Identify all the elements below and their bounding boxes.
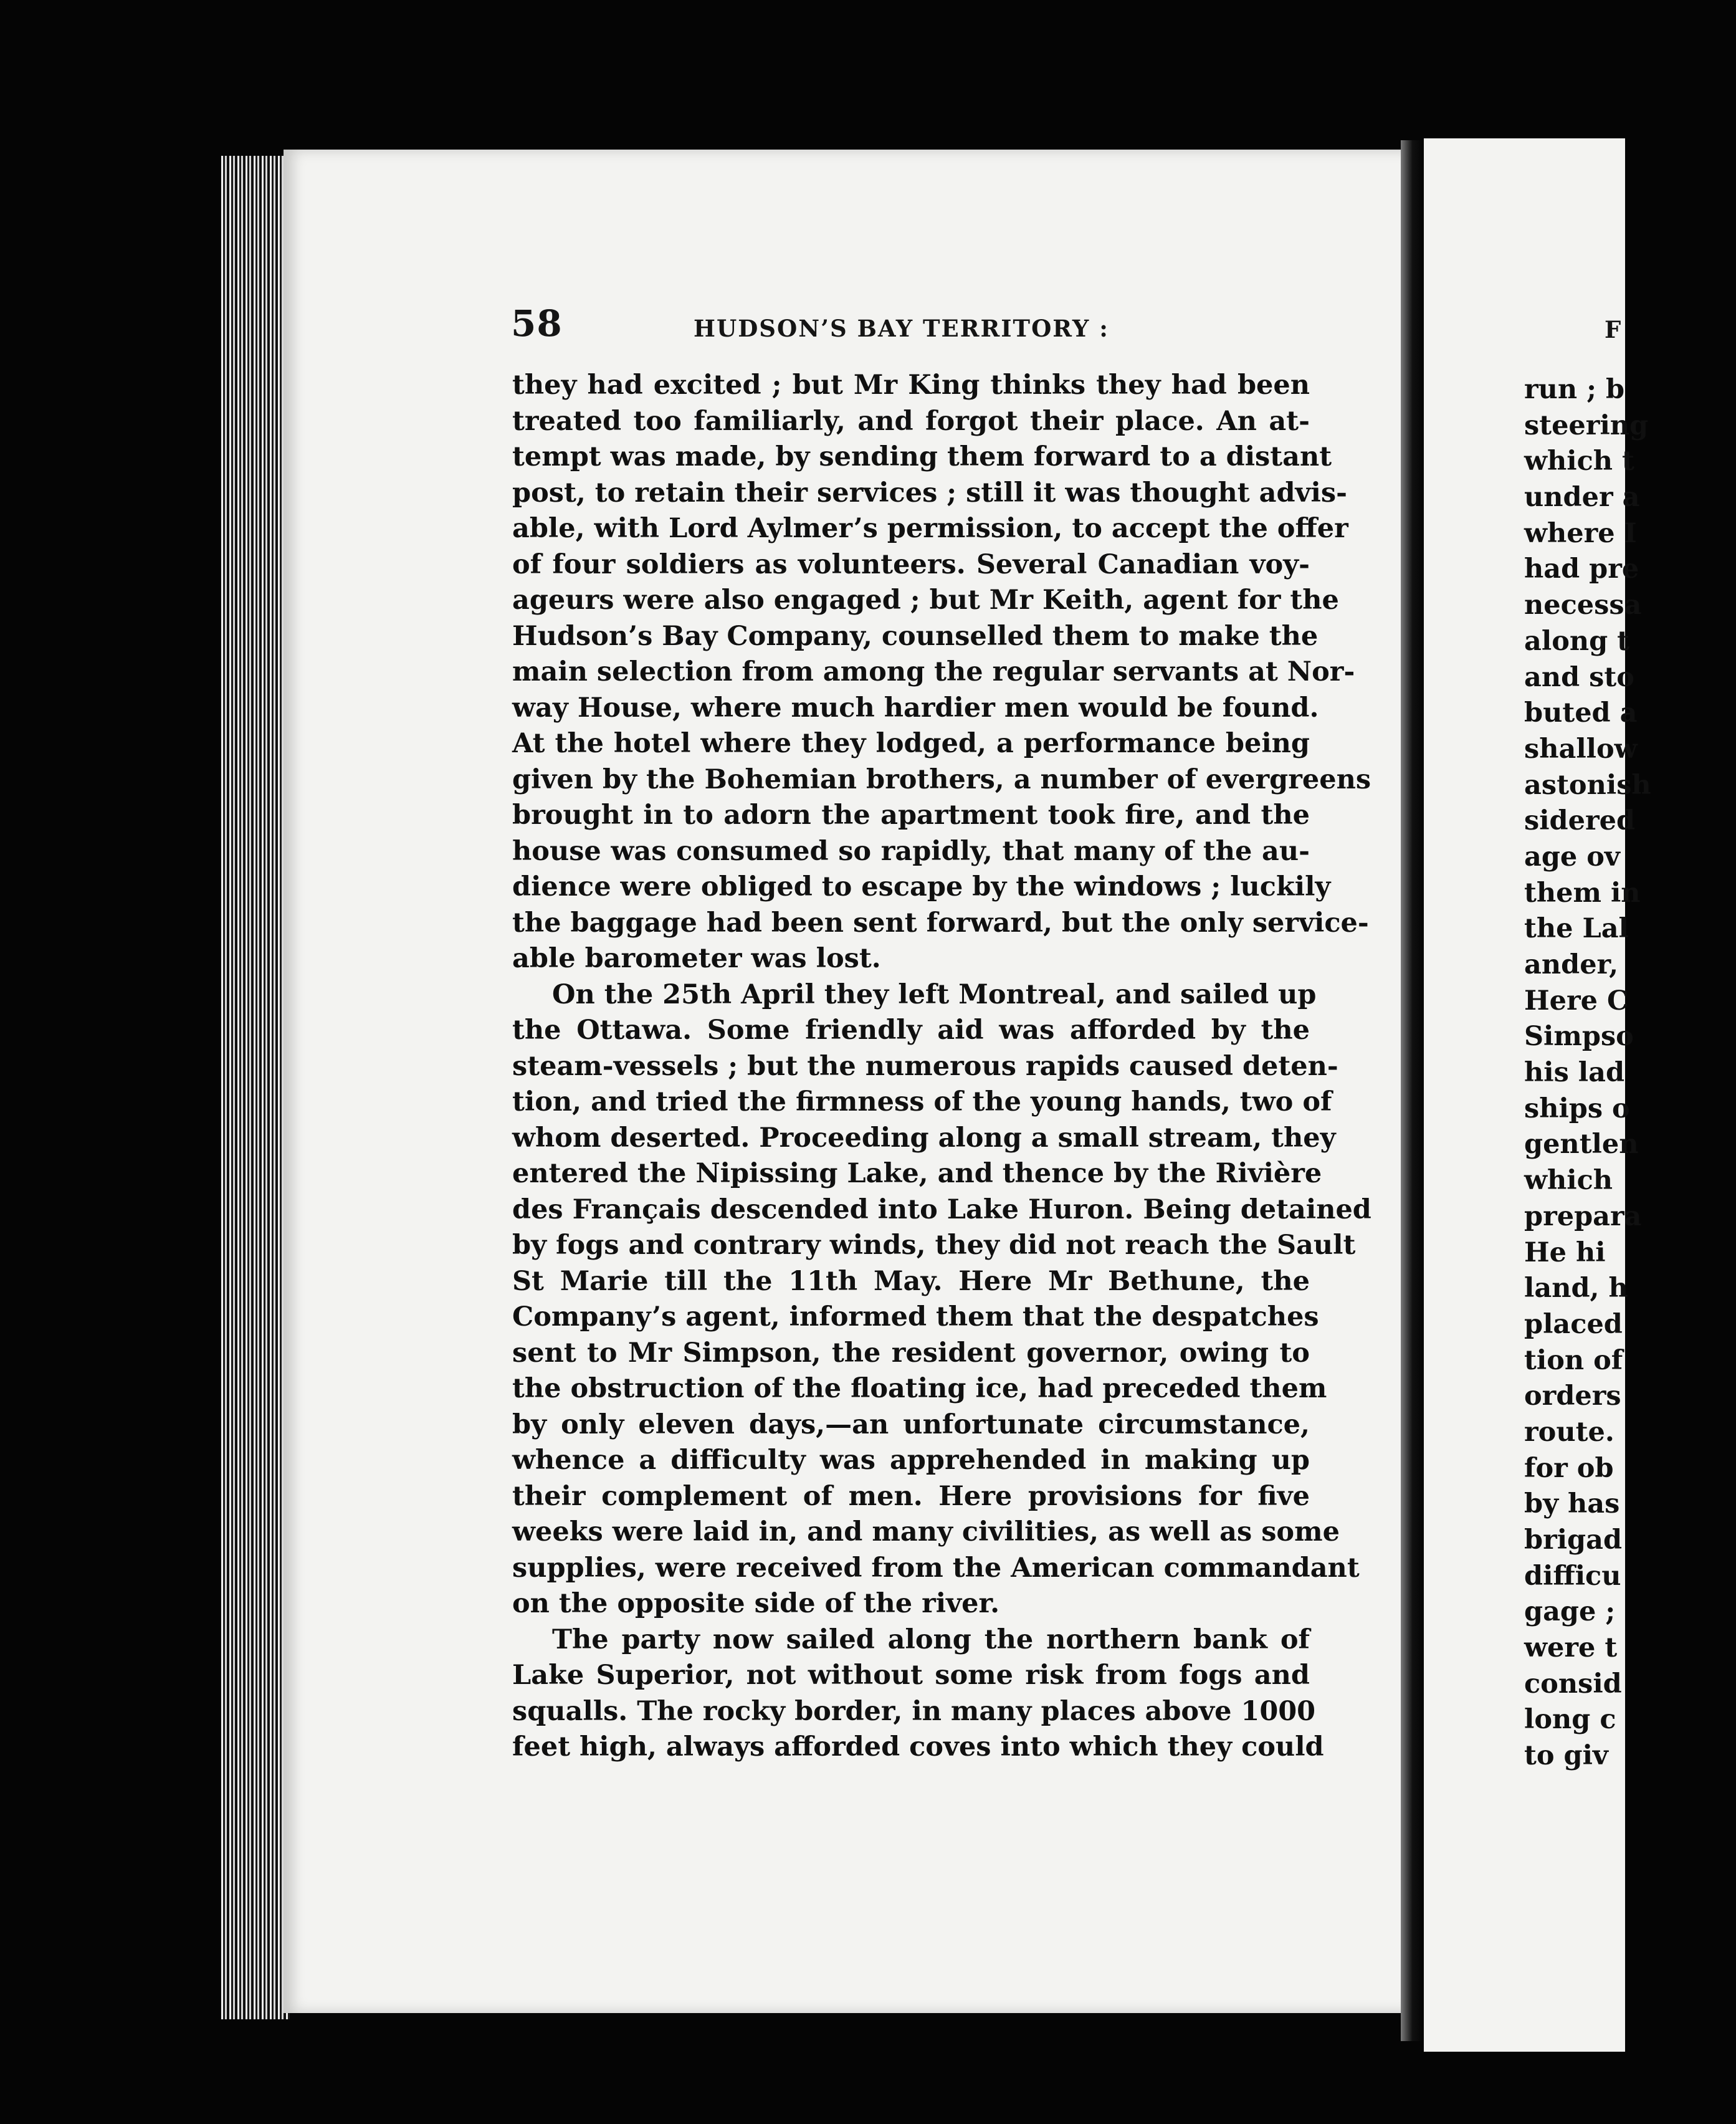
book-gutter <box>1401 140 1427 2041</box>
text-line: dience were obliged to escape by the windows ; luckily <box>512 871 1331 902</box>
text-line: run ; b <box>1524 374 1625 405</box>
text-line: orders <box>1524 1380 1621 1412</box>
text-line: them in <box>1524 877 1641 909</box>
text-line: Lake Superior, not without some risk from fogs and <box>512 1660 1310 1691</box>
page-header <box>511 302 1309 352</box>
text-line: gentlen <box>1524 1129 1639 1160</box>
text-line: his lad <box>1524 1057 1625 1089</box>
text-line: sidered <box>1524 805 1636 837</box>
text-line: astonish <box>1524 769 1651 801</box>
text-line: shallow <box>1524 733 1638 765</box>
text-line: were t <box>1524 1632 1618 1664</box>
text-line: tion of <box>1524 1344 1623 1376</box>
text-line: placed <box>1524 1308 1623 1340</box>
text-line: entered the Nipissing Lake, and thence by the Rivière <box>512 1158 1322 1189</box>
text-line: given by the Bohemian brothers, a number of evergreens <box>512 763 1371 795</box>
text-line: to giv <box>1524 1740 1608 1772</box>
text-line: for ob <box>1524 1452 1614 1484</box>
text-line: route. <box>1524 1416 1614 1448</box>
text-line: they had excited ; but Mr King thinks they had been <box>512 370 1310 401</box>
text-line: difficu <box>1524 1560 1621 1592</box>
text-line: brigad <box>1524 1524 1623 1556</box>
text-line: tempt was made, by sending them forward to a distant <box>512 441 1332 472</box>
text-line: feet high, always afforded coves into which they could <box>512 1731 1324 1763</box>
text-line: by has <box>1524 1488 1620 1520</box>
text-line: along t <box>1524 625 1630 657</box>
text-line: which t <box>1524 446 1634 477</box>
text-line: on the opposite side of the river. <box>512 1588 1000 1619</box>
text-line: sent to Mr Simpson, the resident governor, owing to <box>512 1337 1310 1369</box>
text-line: supplies, were received from the American commandant <box>512 1552 1360 1584</box>
text-line: long c <box>1524 1704 1616 1736</box>
text-line: ageurs were also engaged ; but Mr Keith, agent for the <box>512 585 1339 616</box>
text-line: prepara <box>1524 1200 1642 1232</box>
text-line: which <box>1524 1165 1613 1197</box>
text-line: the Ottawa. Some friendly aid was afforded by the <box>512 1015 1310 1046</box>
text-line: On the 25th April they left Montreal, and sailed up <box>552 978 1317 1010</box>
text-line: weeks were laid in, and many civilities, as well as some <box>512 1516 1340 1548</box>
text-line: necessa <box>1524 590 1642 621</box>
text-line: St Marie till the 11th May. Here Mr Bethune, the <box>512 1265 1310 1297</box>
text-line: able, with Lord Aylmer’s permission, to accept the offer <box>512 513 1348 544</box>
text-line: had pre <box>1524 553 1639 585</box>
text-line: Simpso <box>1524 1021 1634 1053</box>
text-line: land, h <box>1524 1273 1628 1304</box>
right-page <box>1424 138 1651 2052</box>
text-line: whence a difficulty was apprehended in making up <box>512 1445 1310 1476</box>
left-page-text <box>512 368 1371 1766</box>
text-line: He hi <box>1524 1237 1606 1268</box>
text-line: of four soldiers as volunteers. Several Canadian voy- <box>512 548 1310 580</box>
text-line: consid <box>1524 1668 1622 1700</box>
text-line: treated too familiarly, and forgot their place. An at- <box>512 405 1310 437</box>
page-number: 58 <box>511 302 563 345</box>
text-line: under a <box>1524 482 1640 514</box>
text-line: The party now sailed along the northern bank of <box>552 1624 1310 1655</box>
text-line: steering <box>1524 409 1649 441</box>
text-line: At the hotel where they lodged, a performance being <box>512 728 1310 759</box>
text-line: Company’s agent, informed them that the despatches <box>512 1301 1319 1332</box>
right-running-head: F <box>1605 316 1621 343</box>
text-line: main selection from among the regular servants at Nor- <box>512 656 1355 687</box>
text-line: post, to retain their services ; still it was thought advis- <box>512 477 1347 509</box>
text-line: Hudson’s Bay Company, counselled them to make the <box>512 620 1319 652</box>
text-line: the baggage had been sent forward, but the only service- <box>512 907 1369 939</box>
text-line: their complement of men. Here provisions for five <box>512 1480 1310 1512</box>
text-line: buted a <box>1524 697 1638 729</box>
text-line: and sto <box>1524 661 1634 693</box>
text-line: tion, and tried the firmness of the young hands, two of <box>512 1086 1332 1117</box>
text-line: where I <box>1524 517 1637 549</box>
text-line: by fogs and contrary winds, they did not reach the Sault <box>512 1230 1356 1261</box>
text-line: way House, where much hardier men would be found. <box>512 692 1319 724</box>
text-line: age ov <box>1524 841 1620 873</box>
page-edges <box>221 156 290 2019</box>
running-head: HUDSON’S BAY TERRITORY : <box>694 315 1109 342</box>
right-page-text <box>1524 372 1736 1774</box>
text-line: squalls. The rocky border, in many places above 1000 <box>512 1695 1316 1727</box>
text-line: the obstruction of the floating ice, had preceded them <box>512 1373 1327 1404</box>
text-line: by only eleven days,—an unfortunate circumstance, <box>512 1409 1310 1440</box>
text-line: the Lal <box>1524 913 1629 945</box>
text-line: Here C <box>1524 985 1629 1017</box>
text-line: gage ; <box>1524 1596 1616 1628</box>
text-line: house was consumed so rapidly, that many of the au- <box>512 835 1310 867</box>
text-line: steam-vessels ; but the numerous rapids caused deten- <box>512 1050 1338 1082</box>
text-line: ander, <box>1524 949 1619 980</box>
text-line: able barometer was lost. <box>512 943 881 974</box>
text-line: brought in to adorn the apartment took fire, and the <box>512 800 1310 831</box>
text-line: ships o <box>1524 1093 1630 1124</box>
text-line: des Français descended into Lake Huron. Being detained <box>512 1194 1371 1225</box>
text-line: whom deserted. Proceeding along a small stream, they <box>512 1122 1336 1154</box>
